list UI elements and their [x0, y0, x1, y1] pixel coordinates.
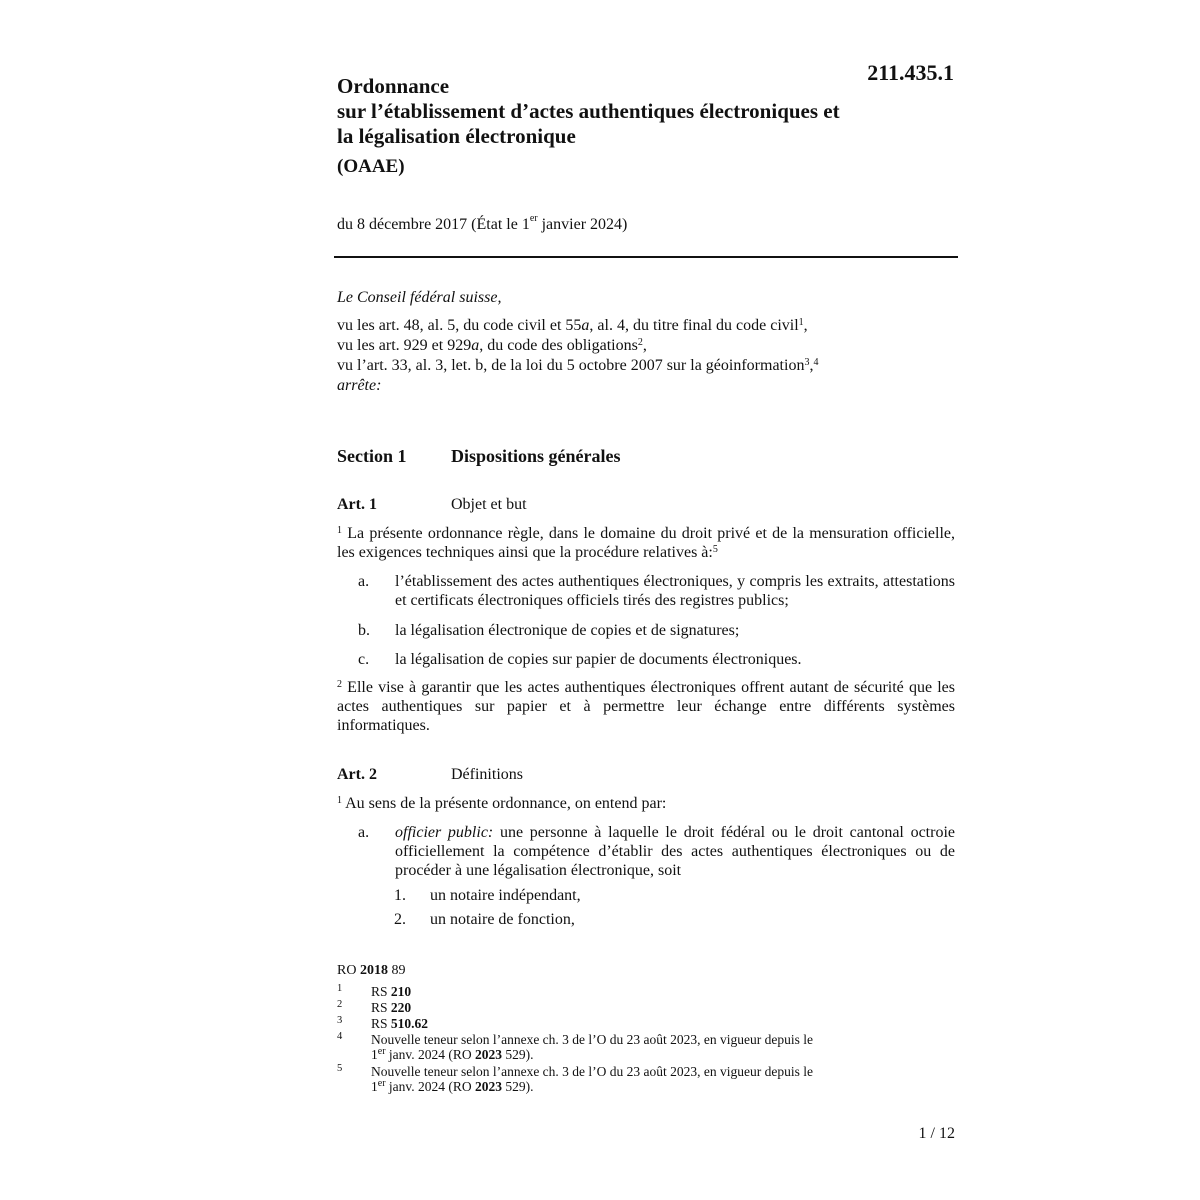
preamble-authority: Le Conseil fédéral suisse, — [337, 289, 502, 306]
date-line: du 8 décembre 2017 (État le 1er janvier 2024) — [337, 213, 628, 233]
footnote-ref[interactable]: 1 — [798, 317, 804, 328]
article-1-heading — [337, 496, 527, 514]
article-1-paragraph-1: $^1$ La présente ordonnance règle, dans le domaine du droit privé et de la mensuration officielle, les exigences techniques ainsi que la procédure relatives à:$^5$ — [337, 525, 955, 561]
document-page: 211.435.1 Ordonnance sur l’établissement d’actes authentiques électroniques et la légalisation électronique (OAAE) du 8 décembre 2017 (État le 1er janvier 2024) Le Conseil fédéral suisse, vu les art. 48, al. 5, du code civil et 55a, al. 4, du titre final du code civil$^1$, vu les art. 929 et 929a, du code des obligations$^2$, vu l’art. 33, al. 3, let. b, de la loi du 5 octobre 2007 sur la géoinformation$^3$,$^4$ arrête: Section 1 Dispositions générales Art. 1 Objet et but $^1$ La présente ordonnance règle, dans le domaine du droit privé et de la mensuration officielle, les exigences techniques ainsi que la procédure relatives à:$^5$ a. l’établissement des actes authentiques électroniques, y compris les extraits, attestations et certificats électroniques officiels tirés des registres publics; b. la légalisation électronique de copies et de signatures; c. la légalisation de copies sur papier de documents électroniques. $^2$ Elle vise à garantir que les actes authentiques électroniques offrent autant de sécurité que les actes authentiques sur papier et à permettre leur échange entre différents systèmes informatiques. Art. 2 Définitions $^1$ Au sens de la présente ordonnance, on entend par: a. officier public: une personne à laquelle le droit fédéral ou le droit cantonal octroie officiellement la compétence d’établir des actes authentiques électroniques ou de procéder à une légalisation électronique, soit 1. un notaire indépendant, 2. un notaire de fonction, RO 2018 89 1 RS 210 2 RS 220 3 RS 510.62 4 Nouvelle teneur selon l’annexe ch. 3 de l’O du 23 août 2023, en vigueur depuis le 1er janv. 2024 (RO 2023 529). 5 Nouvelle teneur selon l’annexe ch. 3 de l’O du 23 août 2023, en vigueur depuis le 1er janv. 2024 (RO 2023 529). 1 / 12 — [0, 0, 1200, 1200]
article-title: Objet et but — [451, 496, 527, 513]
footnote-ref[interactable]: 4 — [813, 357, 819, 368]
defined-term: officier public: — [395, 824, 494, 841]
footnote-ref[interactable]: 3 — [804, 357, 810, 368]
preamble — [337, 288, 957, 396]
preamble-line-2: vu les art. 929 et 929a, du code des obligations$^2$, — [337, 337, 647, 354]
article-1-paragraph-2: $^2$ Elle vise à garantir que les actes authentiques électroniques offrent autant de sécurité que les actes authentiques sur papier et à permettre leur échange entre différents systèmes informatiques. — [337, 679, 955, 734]
header-divider — [334, 256, 958, 258]
ro-reference: RO 2018 89 — [337, 963, 406, 978]
article-title: Définitions — [451, 766, 523, 783]
section-title: Dispositions générales — [451, 446, 621, 466]
title-abbreviation: (OAAE) — [337, 156, 405, 177]
title-line-1: Ordonnance — [337, 74, 450, 98]
footnote-ref[interactable]: 5 — [712, 544, 718, 555]
footnote-ref[interactable]: 2 — [637, 337, 643, 348]
article-2-paragraph-1: $^1$ Au sens de la présente ordonnance, on entend par: — [337, 795, 667, 812]
preamble-line-3: vu l’art. 33, al. 3, let. b, de la loi du 5 octobre 2007 sur la géoinformation$^3$,$^4$ — [337, 357, 819, 374]
page-number: 1 / 12 — [918, 1125, 955, 1142]
article-number: Art. 2 — [337, 766, 377, 783]
section-heading — [337, 446, 621, 467]
section-number: Section 1 — [337, 446, 407, 466]
ordinance-title — [337, 74, 937, 179]
article-number: Art. 1 — [337, 496, 377, 513]
preamble-line-1: vu les art. 48, al. 5, du code civil et 55a, al. 4, du titre final du code civil$^1$, — [337, 317, 808, 334]
sr-number: 211.435.1 — [867, 60, 954, 85]
preamble-decree: arrête: — [337, 377, 382, 394]
title-line-3: la légalisation électronique — [337, 124, 576, 148]
article-2-heading — [337, 766, 523, 784]
title-line-2: sur l’établissement d’actes authentiques électroniques et — [337, 99, 840, 123]
